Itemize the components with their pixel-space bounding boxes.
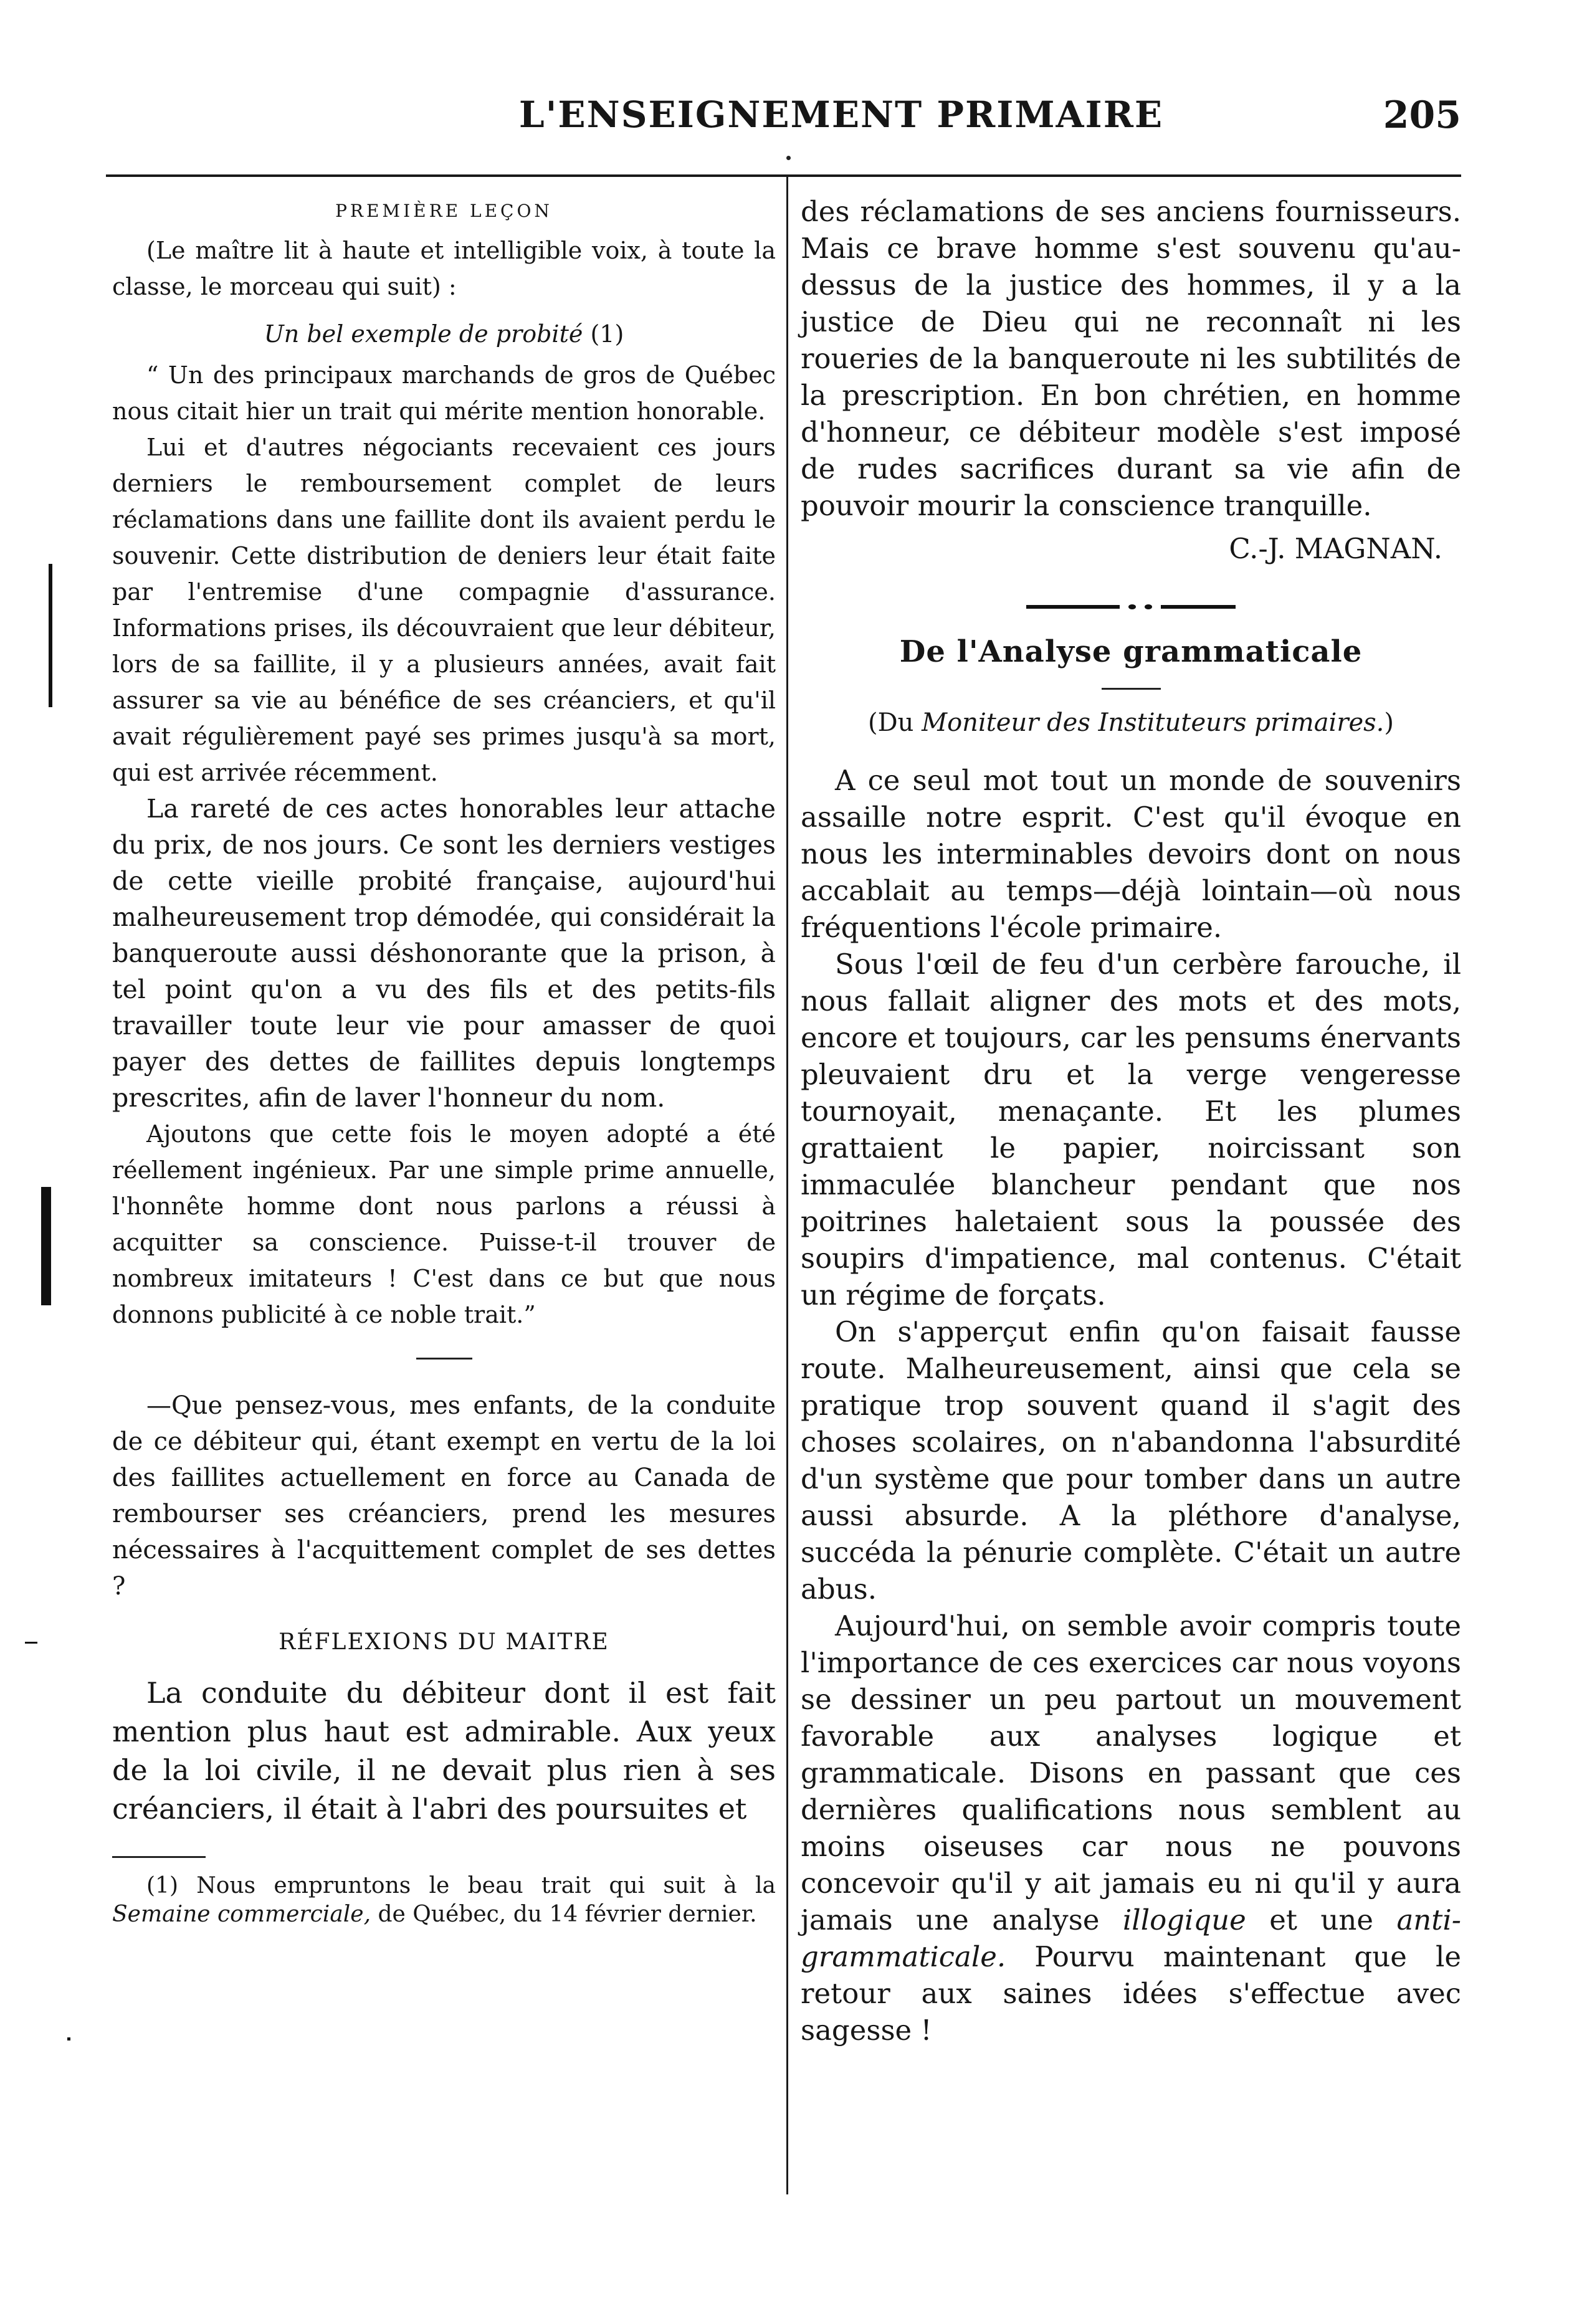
- article-source: [801, 708, 1461, 737]
- ornament-bar: [1026, 605, 1120, 609]
- lesson-heading: PREMIÈRE LEÇON: [335, 201, 553, 221]
- article-paragraph: Sous l'œil de feu d'un cerbère farouche, il nous fallait aligner des mots et des mots, encore et toujours, car les pensums énervants pleuvaient dru et la verge vengeresse tournoyait, menaçante. Et les plumes grattaient le papier, noircissant son immaculée blancheur pendant que nos poitrines haletaient sous la poussée des soupirs d'impatience, mal contenus. C'était un régime de forçats.: [801, 948, 1461, 1312]
- article-paragraph: On s'apperçut enfin qu'on faisait fausse route. Malheureusement, ainsi que cela se pratique trop souvent quand il s'agit des choses scolaires, on n'abandonna l'absurdité d'un système que pour tomber dans un autre aussi absurde. A la pléthore d'analyse, succéda la pénurie complète. C'était un autre abus.: [801, 1315, 1461, 1606]
- margin-mark: [25, 1642, 37, 1644]
- footnote: [112, 1872, 776, 1929]
- footnote-label: (1): [146, 1873, 178, 1898]
- left-column: [112, 193, 776, 1929]
- header-dot: [786, 156, 791, 160]
- article-text: et une: [1269, 1903, 1374, 1936]
- story-paragraph: “ Un des principaux marchands de gros de Québec nous citait hier un trait qui mérite mention honorable.: [112, 361, 776, 425]
- article-text: Pourvu maintenant que le retour aux saines idées s'effectue avec sagesse !: [801, 1940, 1461, 2047]
- running-title: L'ENSEIGNEMENT PRIMAIRE: [518, 93, 1164, 136]
- article-paragraph: A ce seul mot tout un monde de souvenirs assaille notre esprit. C'est qu'il évoque en nous les interminables devoirs dont on nous accablait au temps—déjà lointain—où nous fréquentions l'école primaire.: [801, 764, 1461, 944]
- separator-rule: [416, 1358, 472, 1360]
- title-rule: [1102, 688, 1161, 690]
- source-suffix: ): [1384, 708, 1394, 737]
- source-prefix: (Du: [867, 708, 914, 737]
- source-title: Moniteur des Instituteurs primaires.: [922, 708, 1385, 737]
- ornament-bar: [1161, 605, 1236, 609]
- emphasis-text: anti-grammaticale.: [801, 1903, 1461, 1973]
- footnote-text: Nous empruntons le beau trait qui suit à la: [196, 1873, 776, 1898]
- article-text: Aujourd'hui, on semble avoir compris toute l'importance de ces exercices car nous voyons se dessiner un peu partout un mouvement favorable aux analyses logique et grammaticale. Disons en passant que ces dernières qualifications nous semblent au moins oiseuses car nous ne pouvons concevoir qu'il y ait jamais eu ni qu'il y aura jamais une analyse: [801, 1609, 1461, 1936]
- author-signature: C.-J. MAGNAN.: [1229, 532, 1442, 565]
- story-paragraph: La rareté de ces actes honorables leur attache du prix, de nos jours. Ce sont les derniers vestiges de cette vieille probité française, aujourd'hui malheureusement trop démodée, qui considérait la banqueroute aussi déshonorante que la prison, à tel point qu'on a vu des fils et des petits-fils travailler toute leur vie pour amasser de quoi payer des dettes de faillites depuis longtemps prescrites, afin de laver l'honneur du nom.: [112, 794, 776, 1113]
- reflections-paragraph: La conduite du débiteur dont il est fait mention plus haut est admirable. Aux yeux de la loi civile, il ne devait plus rien à ses créanciers, il était à l'abri des poursuites et: [112, 1676, 776, 1826]
- footnote-ref: (1): [590, 320, 624, 348]
- margin-mark: [49, 564, 52, 707]
- continuation-paragraph: des réclamations de ses anciens fournisseurs. Mais ce brave homme s'est souvenu qu'au-dessus de la justice des hommes, il y a la justice de Dieu qui ne reconnaît ni les roueries de la banqueroute ni les subtilités de la prescription. En bon chrétien, en homme d'honneur, ce débiteur modèle s'est imposé de rudes sacrifices durant sa vie afin de pouvoir mourir la conscience tranquille.: [801, 195, 1461, 522]
- article-title: De l'Analyse grammaticale: [899, 634, 1363, 669]
- story-paragraph: Lui et d'autres négociants recevaient ces jours derniers le remboursement complet de leurs réclamations dans une faillite dont ils avaient perdu le souvenir. Cette distribution de deniers leur était faite par l'entremise d'une compagnie d'assurance. Informations prises, ils découvraient que leur débiteur, lors de sa faillite, il y a plusieurs années, avait fait assurer sa vie au bénéfice de ses créanciers, et qu'il avait régulièrement payé ses primes jusqu'à sa mort, qui est arrivée récemment.: [112, 434, 776, 786]
- right-column: [801, 193, 1461, 2049]
- page-number: 205: [1383, 93, 1461, 137]
- margin-mark: [41, 1187, 51, 1305]
- story-title: [112, 316, 776, 352]
- reflections-heading: RÉFLEXIONS DU MAITRE: [279, 1629, 609, 1655]
- footnote-source: Semaine commerciale,: [112, 1902, 371, 1927]
- header-rule: [106, 174, 1461, 177]
- footnote-text: de Québec, du 14 février dernier.: [378, 1902, 757, 1927]
- emphasis-text: illogique: [1122, 1903, 1246, 1936]
- ornament-divider: [801, 604, 1461, 609]
- column-divider: [786, 176, 788, 2194]
- ornament-dot: [1128, 604, 1136, 609]
- story-title-text: Un bel exemple de probité: [264, 320, 583, 348]
- intro-paragraph: (Le maître lit à haute et intelligible voix, à toute la classe, le morceau qui suit) :: [112, 237, 776, 300]
- ornament-dot: [1145, 604, 1152, 609]
- question-paragraph: —Que pensez-vous, mes enfants, de la conduite de ce débiteur qui, étant exempt en vertu de la loi des faillites actuellement en force au Canada de rembourser ses créanciers, prend les mesures nécessaires à l'acquittement complet de ses dettes ?: [112, 1391, 776, 1601]
- footnote-rule: [112, 1856, 206, 1858]
- story-paragraph: Ajoutons que cette fois le moyen adopté a été réellement ingénieux. Par une simple prime annuelle, l'honnête homme dont nous parlons a réussi à acquitter sa conscience. Puisse-t-il trouver de nombreux imitateurs ! C'est dans ce but que nous donnons publicité à ce noble trait.”: [112, 1120, 776, 1328]
- article-paragraph: [801, 1607, 1461, 2049]
- margin-mark: [67, 2037, 70, 2041]
